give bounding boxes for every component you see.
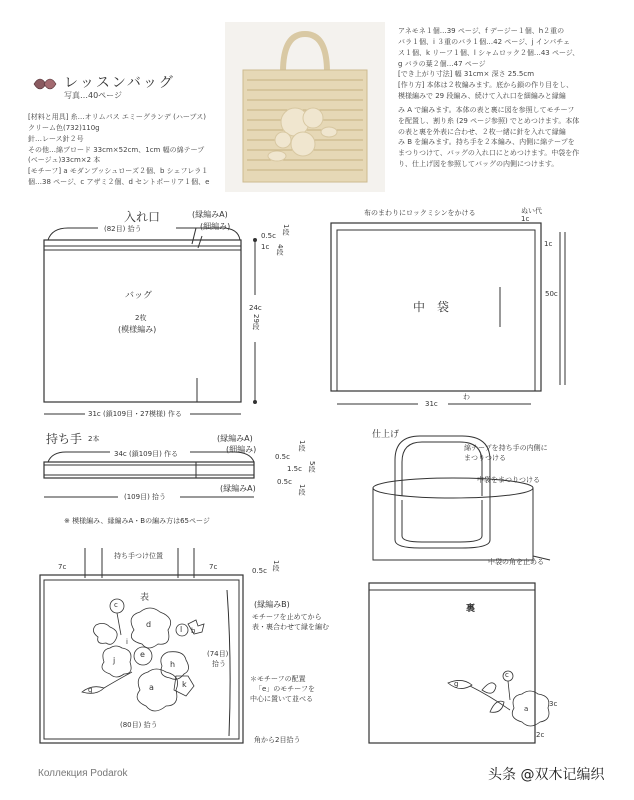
seam-top: 1c <box>521 215 530 223</box>
motif-label: d <box>146 620 152 629</box>
handle-chain-note: 34c (鎖109目) 作る <box>114 450 179 458</box>
handle-single-crochet: (細編み) <box>226 445 257 454</box>
edge-b-note-2: 表・裏合わせて縁を編む <box>252 623 329 631</box>
bag-dim-1: 1c <box>261 243 270 251</box>
instruction-line: ス１個、k リーフ１個、l シャムロック２個…43 ページ、 <box>398 48 580 57</box>
bag-opening-title: 入れ口 <box>124 210 161 224</box>
leaf-icon <box>30 74 58 98</box>
bag-dim-05: 0.5c <box>261 232 276 240</box>
motif-label: c <box>114 601 118 609</box>
lining-fold: わ <box>463 393 470 401</box>
serge-note: 布のまわりにロックミシンをかける <box>364 209 476 217</box>
instruction-line: [作り方] 本体は２枚編みます。底から鎖の作り目をし、 <box>398 81 574 90</box>
page-subtitle: 写真…40ページ <box>64 91 123 100</box>
front-left-margin: 7c <box>58 563 67 571</box>
motif-label: i <box>126 638 128 646</box>
materials-line: 針…レース針２号 <box>28 134 84 143</box>
handle-dim-bot: 0.5c <box>277 478 292 486</box>
handle-dim-top: 0.5c <box>275 453 290 461</box>
instruction-line: [でき上がり寸法] 幅 31cm× 深さ 25.5cm <box>398 70 535 79</box>
side-pickup-1: (74目) <box>207 650 229 658</box>
bag-photo <box>225 22 385 192</box>
instruction-line: を配置し、割り糸 (29 ページ参照) でとめつけます。本体 <box>398 116 580 125</box>
motif-label: a <box>149 683 154 692</box>
instruction-line: み B を編みます。持ち手を２本編み、内側に綿テープを <box>398 138 575 147</box>
motif-label: g <box>88 686 93 694</box>
bag-height: 24c <box>249 304 262 312</box>
materials-line: [材料と用具] 糸…オリムパス エミーグランデ (ハーブス) <box>28 113 206 121</box>
side-pickup-2: 拾う <box>212 660 226 668</box>
materials-block <box>28 112 209 188</box>
finish-corner-note: 中袋の角を止める <box>488 558 544 566</box>
handle-edge-a-bottom: (縁編みA) <box>220 484 256 493</box>
page-title: レッスンバッグ <box>64 75 175 91</box>
lining-width: 31c <box>425 400 438 408</box>
handle-position-label: 持ち手つけ位置 <box>114 552 163 560</box>
motif-label: l <box>180 625 183 634</box>
materials-line: その他…綿ブロード 33cm×52cm、1cm 幅の綿テープ <box>28 145 205 154</box>
motif-label: k <box>182 680 187 689</box>
handle-pickup: (109目) 拾う <box>124 493 167 501</box>
instruction-line: バラ１個、i ３重のバラ１個…42 ページ、j インパチェ <box>398 37 571 46</box>
bag-height-rows: 29段 <box>252 314 260 330</box>
instruction-line: り、仕上げ図を参照してバッグの内側につけます。 <box>398 160 559 169</box>
corner-note: 角から2目拾う <box>254 736 301 744</box>
instruction-line: 模様編みで 29 段編み、続けて入れ口を細編みと縁編 <box>398 92 566 101</box>
single-crochet-label: (細編み) <box>200 222 231 231</box>
materials-line: クリーム色(732)110g <box>28 123 100 132</box>
motif-label: e <box>140 650 145 659</box>
materials-line: [モチーフ] a モダンブッシュローズ２個、b シェフレラ１ <box>28 167 209 176</box>
handle-rows-mid: 5段 <box>308 461 316 473</box>
bag-width-note: 31c (鎖109目・27模様) 作る <box>88 410 182 418</box>
handle-title: 持ち手 <box>46 432 83 446</box>
handle-dim-mid: 1.5c <box>287 465 302 473</box>
finish-lining-note: 中袋をまつりつける <box>477 476 540 484</box>
front-dim-05: 0.5c <box>252 567 267 575</box>
finish-tape-note-1: 綿テープを持ち手の内側に <box>464 444 548 452</box>
bag-pickup-label: (82目) 拾う <box>104 225 142 233</box>
back-dim-3: 3c <box>549 700 558 708</box>
lining-title: 中 袋 <box>413 300 450 314</box>
front-right-margin: 7c <box>209 563 218 571</box>
handle-edge-a-top: (縁編みA) <box>217 434 253 443</box>
bottom-pickup: (80目) 拾う <box>120 721 158 729</box>
instruction-line: まつりつけて、バッグの入れ口にとめつけます。中袋を作 <box>398 149 580 158</box>
handle-rows-top: 1段 <box>298 440 306 452</box>
seam-side: 1c <box>544 240 553 248</box>
motif-note-3: 中心に置いて並べる <box>250 695 313 703</box>
stitch-footnote: ※ 模様編み、縁編みA・Bの編み方は65ページ <box>64 517 210 525</box>
motif-label: h <box>170 660 176 669</box>
instruction-line: アネモネ１個…39 ページ、f デージー１個、h２重の <box>398 27 565 35</box>
bag-rows-4: 4段 <box>276 244 284 256</box>
motif-label: a <box>524 705 529 713</box>
lining-height: 50c <box>545 290 558 298</box>
edge-a-label: (縁編みA) <box>192 210 228 219</box>
collection-credit: Коллекция Podarok <box>38 768 128 779</box>
bag-pattern: (模様編み) <box>118 325 157 334</box>
materials-line: 個…38 ページ、c アザミ２個、d セントポーリア１個、e <box>28 178 210 187</box>
seam-allowance-label: ぬい代 <box>521 207 542 215</box>
handle-rows-bot: 1段 <box>298 484 306 496</box>
motif-note-2: 「e」のモチーフを <box>255 685 315 693</box>
instruction-line: み A で編みます。本体の表と裏に図を参照してモチーフ <box>398 105 575 114</box>
instruction-line: の表と裏を外表に合わせ、２枚一緒に針を入れて縁編 <box>398 127 566 136</box>
bag-body-label: バッグ <box>125 291 153 301</box>
materials-line: (ベージュ)33cm×2 本 <box>28 156 101 165</box>
instruction-line: g バラの葉２個…47 ページ <box>398 59 486 68</box>
watermark: 头条 @双木记编织 <box>488 767 605 783</box>
motif-label: b <box>191 627 196 635</box>
edge-b-note-1: モチーフを止めてから <box>252 613 322 621</box>
finish-tape-note-2: まつりつける <box>464 454 506 462</box>
bag-rows-1: 1段 <box>282 224 290 236</box>
finish-title: 仕上げ <box>372 430 400 440</box>
motif-note-1: ＊モチーフの配置 <box>250 675 306 683</box>
motif-label: g <box>454 680 459 688</box>
handle-count: 2本 <box>88 435 100 443</box>
back-title: 裏 <box>466 604 476 614</box>
front-rows-1: 1段 <box>272 560 280 572</box>
bag-count: 2枚 <box>135 314 147 322</box>
front-title: 表 <box>140 593 150 603</box>
back-dim-2: 2c <box>536 731 545 739</box>
motif-label: c <box>505 671 509 679</box>
instructions-block <box>398 26 579 170</box>
edge-b-label: (縁編みB) <box>254 600 290 609</box>
motif-label: j <box>113 656 116 665</box>
